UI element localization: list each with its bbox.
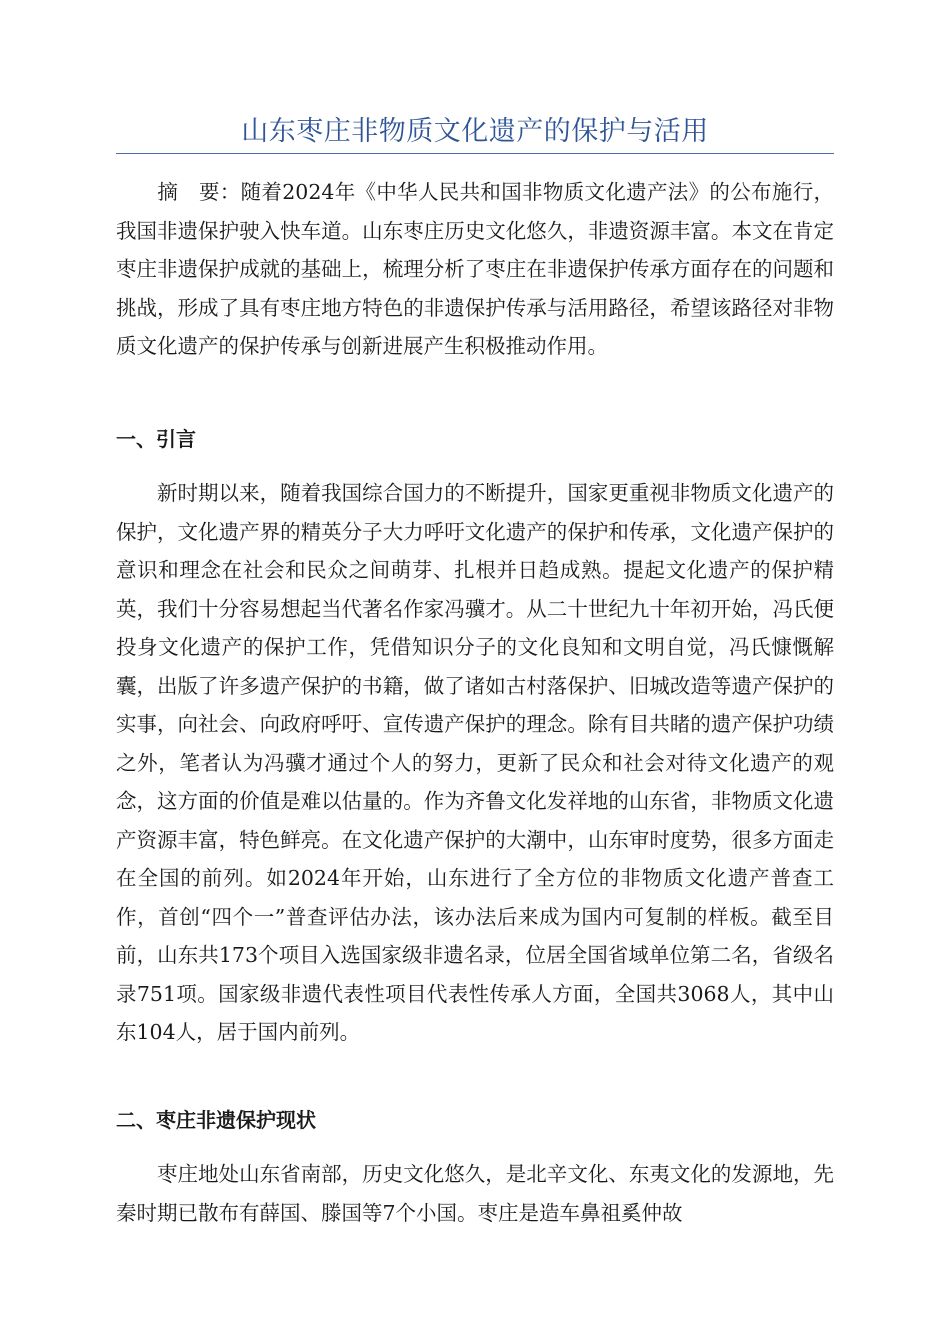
title-underline	[116, 153, 834, 154]
section-heading-status: 二、枣庄非遗保护现状	[116, 1108, 316, 1132]
abstract-text: 随着2024年《中华人民共和国非物质文化遗产法》的公布施行，我国非遗保护驶入快车道。山东枣庄历史文化悠久，非遗资源丰富。本文在肯定枣庄非遗保护成就的基础上，梳理分析了枣庄在非遗保护传承方面存在的问题和挑战，形成了具有枣庄地方特色的非遗保护传承与活用路径，希望该路径对非物质文化遗产的保护传承与创新进展产生积极推动作用。	[116, 180, 835, 358]
abstract-label: 摘 要：	[157, 180, 241, 204]
section-heading-introduction: 一、引言	[116, 427, 196, 451]
paragraph-text: 枣庄地处山东省南部，历史文化悠久，是北辛文化、东夷文化的发源地，先秦时期已散布有薛国、滕国等7个小国。枣庄是造车鼻祖奚仲故	[116, 1162, 834, 1225]
paragraph-text: 新时期以来，随着我国综合国力的不断提升，国家更重视非物质文化遗产的保护，文化遗产界的精英分子大力呼吁文化遗产的保护和传承，文化遗产保护的意识和理念在社会和民众之间萌芽、扎根并日趋成熟。提起文化遗产的保护精英，我们十分容易想起当代著名作家冯骥才。从二十世纪九十年初开始，冯氏便投身文化遗产的保护工作，凭借知识分子的文化良知和文明自觉，冯氏慷慨解囊，出版了许多遗产保护的书籍，做了诸如古村落保护、旧城改造等遗产保护的实事，向社会、向政府呼吁、宣传遗产保护的理念。除有目共睹的遗产保护功绩之外，笔者认为冯骥才通过个人的努力，更新了民众和社会对待文化遗产的观念，这方面的价值是难以估量的。作为齐鲁文化发祥地的山东省，非物质文化遗产资源丰富，特色鲜亮。在文化遗产保护的大潮中，山东审时度势，很多方面走在全国的前列。如2024年开始，山东进行了全方位的非物质文化遗产普查工作，首创“四个一”普查评估办法，该办法后来成为国内可复制的样板。截至目前，山东共173个项目入选国家级非遗名录，位居全国省域单位第二名，省级名录751项。国家级非遗代表性项目代表性传承人方面，全国共3068人，其中山东104人，居于国内前列。	[116, 481, 834, 1044]
document-title: 山东枣庄非物质文化遗产的保护与活用	[241, 116, 709, 147]
abstract-paragraph	[116, 173, 834, 366]
body-paragraph	[116, 1155, 834, 1232]
body-paragraph	[116, 474, 834, 1052]
